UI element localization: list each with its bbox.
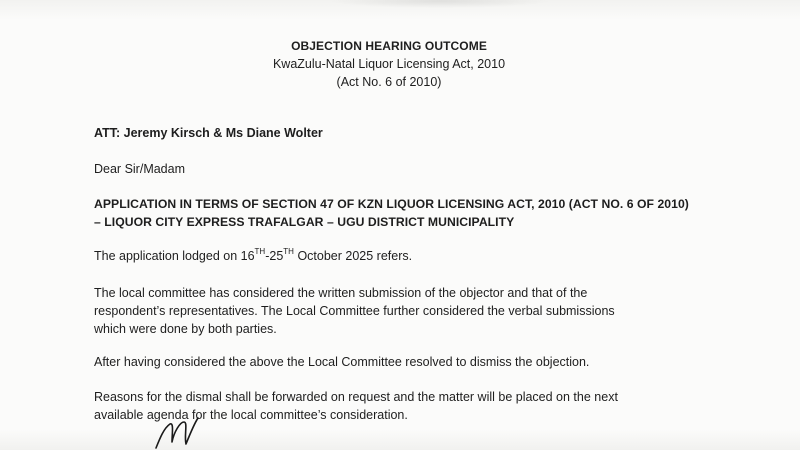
lodged-paragraph: [94, 247, 714, 265]
lodged-suffix: October 2025 refers.: [293, 249, 413, 263]
document-header: [0, 37, 800, 91]
act-number: (Act No. 6 of 2010): [336, 75, 442, 89]
attention-line: ATT: Jeremy Kirsch & Ms Diane Wolter: [94, 126, 323, 140]
salutation: Dear Sir/Madam: [94, 162, 185, 176]
reasons-line-2: available agenda for the local committee’s consideration.: [94, 408, 408, 422]
subject-line-2: – LIQUOR CITY EXPRESS TRAFALGAR – UGU DISTRICT MUNICIPALITY: [94, 215, 515, 229]
lodged-middle: -25: [265, 249, 284, 263]
considered-paragraph: [94, 284, 714, 338]
resolved-paragraph: After having considered the above the Local Committee resolved to dismiss the objection.: [94, 355, 590, 369]
subject-line-1: APPLICATION IN TERMS OF SECTION 47 OF KZN LIQUOR LICENSING ACT, 2010 (ACT NO. 6 OF 2010): [94, 197, 689, 211]
considered-line-2: respondent’s representatives. The Local Committee further considered the verbal submissions: [94, 304, 615, 318]
signature-mark: [150, 410, 220, 450]
lodged-sup-1: TH: [254, 246, 266, 256]
considered-line-3: which were done by both parties.: [94, 322, 277, 336]
lodged-sup-2: TH: [283, 246, 294, 256]
act-name: KwaZulu-Natal Liquor Licensing Act, 2010: [272, 57, 506, 71]
reasons-line-1: Reasons for the dismal shall be forwarded on request and the matter will be placed on the next: [94, 390, 618, 404]
subject-heading: [94, 195, 714, 231]
scan-smudge: [330, 0, 550, 8]
considered-line-1: The local committee has considered the written submission of the objector and that of the: [94, 286, 588, 300]
document-title: OBJECTION HEARING OUTCOME: [291, 39, 487, 53]
lodged-prefix: The application lodged on 16: [94, 249, 255, 263]
